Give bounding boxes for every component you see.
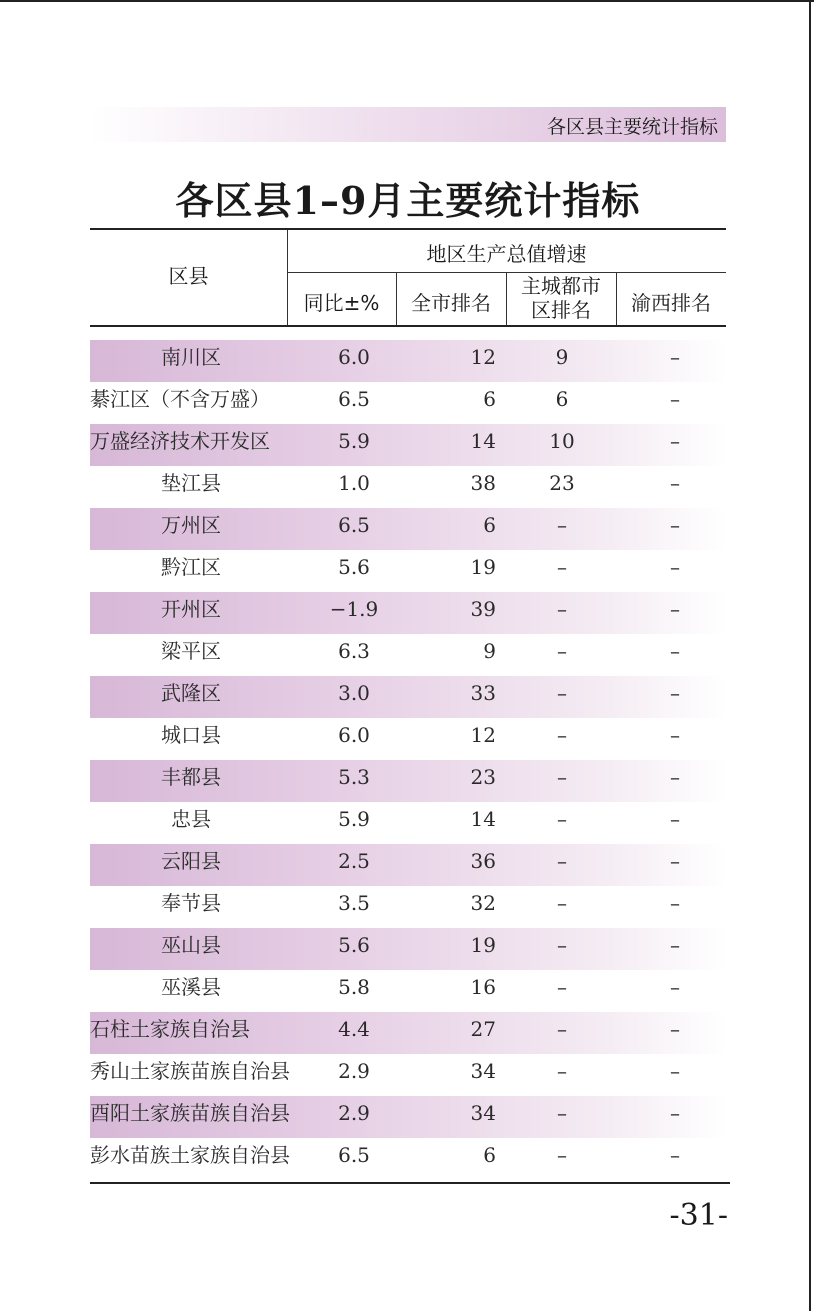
section-header-band (90, 107, 726, 142)
yoy-cell: 2.9 (338, 1059, 370, 1083)
table-row (90, 760, 726, 802)
yoy-cell: 1.0 (338, 471, 370, 495)
city-rank-cell: 19 (470, 555, 496, 579)
county-name-cell: 万盛经济技术开发区 (90, 429, 270, 453)
main-rank-cell: – (557, 933, 567, 957)
county-name-cell: 黔江区 (161, 555, 221, 579)
table-row (90, 508, 726, 550)
main-rank-cell: – (557, 807, 567, 831)
county-name-cell: 彭水苗族土家族自治县 (90, 1143, 290, 1167)
table-row (90, 886, 726, 928)
yoy-cell: 5.8 (338, 975, 370, 999)
county-name-cell: 忠县 (171, 807, 211, 831)
county-name-cell: 武隆区 (161, 681, 221, 705)
county-name-cell: 秀山土家族苗族自治县 (90, 1059, 290, 1083)
table-row (90, 634, 726, 676)
table-bottom-rule (90, 1182, 730, 1184)
main-rank-cell: – (557, 765, 567, 789)
west-rank-cell: – (670, 597, 680, 621)
county-name-cell: 云阳县 (161, 849, 221, 873)
west-rank-cell: – (670, 1059, 680, 1083)
county-name-cell: 城口县 (161, 723, 221, 747)
main-rank-cell: 23 (549, 471, 575, 495)
yoy-cell: 6.5 (338, 513, 370, 537)
county-name-cell: 石柱土家族自治县 (90, 1017, 250, 1041)
yoy-cell: 5.6 (338, 555, 370, 579)
yoy-cell: 6.0 (338, 723, 370, 747)
west-rank-cell: – (670, 723, 680, 747)
city-rank-cell: 6 (483, 513, 496, 537)
table-top-rule (90, 228, 726, 230)
yoy-cell: 6.0 (338, 345, 370, 369)
main-rank-cell: – (557, 597, 567, 621)
city-rank-cell: 9 (483, 639, 496, 663)
county-name-cell: 垫江县 (161, 471, 221, 495)
yoy-cell: 6.3 (338, 639, 370, 663)
west-rank-cell: – (670, 849, 680, 873)
west-rank-cell: – (670, 681, 680, 705)
main-rank-cell: – (557, 513, 567, 537)
west-rank-cell: – (670, 765, 680, 789)
yoy-cell: 2.5 (338, 849, 370, 873)
west-rank-cell: – (670, 555, 680, 579)
main-rank-cell: – (557, 555, 567, 579)
section-label: 各区县主要统计指标 (546, 116, 718, 138)
table-row (90, 676, 726, 718)
main-rank-cell: 10 (549, 429, 575, 453)
city-rank-cell: 39 (470, 597, 496, 621)
west-rank-cell: – (670, 933, 680, 957)
main-rank-cell: 9 (555, 345, 569, 369)
table-header-rule (90, 325, 726, 327)
col-header-yoy: 同比±% (303, 291, 380, 315)
table-row (90, 466, 726, 508)
main-rank-cell: – (557, 849, 567, 873)
county-name-cell: 开州区 (161, 597, 221, 621)
west-rank-cell: – (670, 429, 680, 453)
city-rank-cell: 12 (470, 723, 496, 747)
county-name-cell: 巫溪县 (161, 975, 221, 999)
page-border-top (0, 0, 814, 2)
city-rank-cell: 16 (470, 975, 496, 999)
county-name-cell: 丰都县 (161, 765, 221, 789)
yoy-cell: 3.0 (338, 681, 370, 705)
city-rank-cell: 12 (470, 345, 496, 369)
group-header-gdp: 地区生产总值增速 (426, 242, 587, 266)
main-rank-cell: 6 (555, 387, 569, 411)
city-rank-cell: 14 (470, 807, 496, 831)
yoy-cell: 5.6 (338, 933, 370, 957)
col-header-west-rank: 渝西排名 (631, 291, 711, 315)
col-header-main-rank-line1: 主城都市 (521, 274, 601, 298)
table-row (90, 424, 726, 466)
city-rank-cell: 34 (470, 1059, 496, 1083)
main-rank-cell: – (557, 891, 567, 915)
city-rank-cell: 27 (470, 1017, 496, 1041)
yoy-cell: 5.3 (338, 765, 370, 789)
west-rank-cell: – (670, 471, 680, 495)
col-header-county: 区县 (168, 264, 209, 288)
table-row (90, 844, 726, 886)
col-header-city-rank: 全市排名 (411, 291, 491, 315)
city-rank-cell: 32 (470, 891, 496, 915)
city-rank-cell: 36 (470, 849, 496, 873)
page-title: 各区县1–9月主要统计指标 (175, 178, 641, 223)
county-name-cell: 酉阳土家族苗族自治县 (90, 1101, 290, 1125)
main-rank-cell: – (557, 723, 567, 747)
main-rank-cell: – (557, 1059, 567, 1083)
table-row (90, 970, 726, 1012)
main-rank-cell: – (557, 1143, 567, 1167)
west-rank-cell: – (670, 387, 680, 411)
west-rank-cell: – (670, 345, 680, 369)
table-row (90, 802, 726, 844)
west-rank-cell: – (670, 639, 680, 663)
yoy-cell: 3.5 (338, 891, 370, 915)
table-row (90, 340, 726, 382)
west-rank-cell: – (670, 1017, 680, 1041)
city-rank-cell: 6 (483, 387, 496, 411)
page-number: -31- (669, 1198, 728, 1233)
west-rank-cell: – (670, 975, 680, 999)
city-rank-cell: 14 (470, 429, 496, 453)
west-rank-cell: – (670, 807, 680, 831)
city-rank-cell: 19 (470, 933, 496, 957)
main-rank-cell: – (557, 1017, 567, 1041)
west-rank-cell: – (670, 891, 680, 915)
county-name-cell: 奉节县 (161, 891, 221, 915)
yoy-cell: 6.5 (338, 1143, 370, 1167)
main-rank-cell: – (557, 639, 567, 663)
county-name-cell: 巫山县 (161, 933, 221, 957)
county-name-cell: 綦江区（不含万盛） (90, 387, 270, 411)
county-name-cell: 南川区 (161, 345, 221, 369)
county-name-cell: 梁平区 (161, 639, 221, 663)
table-row (90, 550, 726, 592)
west-rank-cell: – (670, 513, 680, 537)
table-row (90, 1096, 726, 1138)
yoy-cell: 2.9 (338, 1101, 370, 1125)
table-row (90, 382, 726, 424)
page-border-right (809, 0, 811, 1311)
west-rank-cell: – (670, 1101, 680, 1125)
city-rank-cell: 38 (470, 471, 496, 495)
city-rank-cell: 23 (470, 765, 496, 789)
west-rank-cell: – (670, 1143, 680, 1167)
table-row (90, 1138, 726, 1180)
yoy-cell: 6.5 (338, 387, 370, 411)
yoy-cell: 4.4 (338, 1017, 370, 1041)
main-rank-cell: – (557, 975, 567, 999)
table-body (90, 340, 726, 1180)
table-row (90, 928, 726, 970)
city-rank-cell: 6 (483, 1143, 496, 1167)
city-rank-cell: 33 (470, 681, 496, 705)
table-row (90, 1054, 726, 1096)
table-row (90, 718, 726, 760)
yoy-cell: 5.9 (338, 807, 370, 831)
yoy-cell: −1.9 (329, 597, 379, 621)
county-name-cell: 万州区 (161, 513, 221, 537)
col-header-main-rank-line2: 区排名 (531, 298, 591, 322)
city-rank-cell: 34 (470, 1101, 496, 1125)
yoy-cell: 5.9 (338, 429, 370, 453)
table-row (90, 592, 726, 634)
main-rank-cell: – (557, 681, 567, 705)
main-rank-cell: – (557, 1101, 567, 1125)
table-row (90, 1012, 726, 1054)
col-header-main-rank (506, 274, 616, 322)
